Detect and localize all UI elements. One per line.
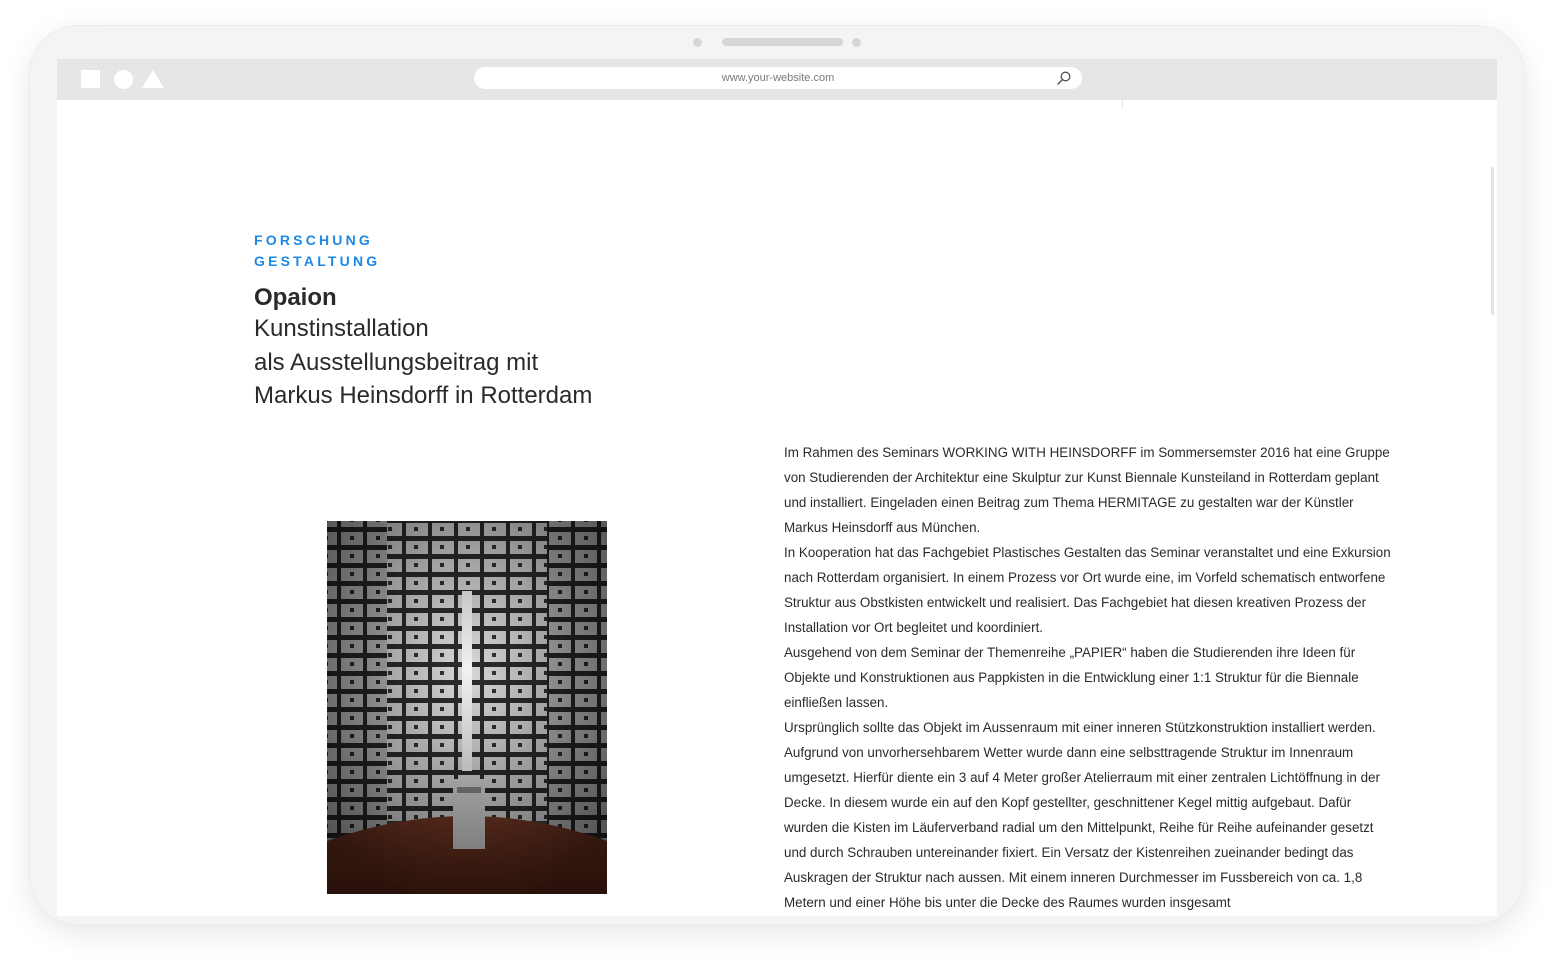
search-icon[interactable] [1056,70,1072,86]
circle-icon[interactable] [114,70,133,89]
address-bar[interactable] [474,67,1082,89]
paragraph: Ursprünglich sollte das Objekt im Aussenraum mit einer inneren Stützkonstruktion installiert werden. Aufgrund von unvorhersehbarem Wetter wurde dann eine selbsttragende Struktur im Innenraum umgesetzt. Hierfür diente ein 3 auf 4 Meter großer Atelierraum mit einer zentralen Lichtöffnung in der Decke. In diesem wurde ein auf den Kopf gestellter, geschnittener Kegel mittig aufgebaut. Dafür wurden die Kisten im Läuferverband radial um den Mittelpunkt, Reihe für Reihe aufeinander gesetzt und durch Schrauben untereinander fixiert. Ein Versatz der Kistenreihen zueinander bedingt das Auskragen der Struktur nach aussen. Mit einem inneren Durchmesser im Fussbereich von ca. 1,8 Metern und einer Höhe bis unter die Decke des Raumes wurden insgesamt [784,720,1380,910]
sensor-dot [852,38,861,47]
speaker-slot [722,38,843,46]
square-icon[interactable] [81,70,100,88]
subtitle-line: Kunstinstallation [254,315,429,342]
subtitle-line: Markus Heinsdorff in Rotterdam [254,382,593,409]
category-list [254,230,380,272]
device-frame [30,26,1524,924]
divider-tick [1122,100,1123,108]
paragraph: Im Rahmen des Seminars WORKING WITH HEINSDORFF im Sommersemster 2016 hat eine Gruppe von Studierenden der Architektur eine Skulptur zur Kunst Biennale Kunsteiland in Rotterdam geplant und installiert. Eingeladen einen Beitrag zum Thema HERMITAGE zu gestalten war der Künstler Markus Heinsdorff aus München. [784,445,1390,535]
paragraph: Ausgehend von dem Seminar der Themenreihe „PAPIER“ haben die Studierenden ihre Ideen für Objekte und Konstruktionen aus Pappkisten in die Entwicklung einer 1:1 Struktur für die Biennale einfließen lassen. [784,645,1359,710]
camera-dot [693,38,702,47]
page-viewport [57,100,1497,916]
page-title: Opaion [254,284,337,311]
browser-toolbar [57,59,1497,100]
page-heading [254,284,592,413]
paragraph: In Kooperation hat das Fachgebiet Plastisches Gestalten das Seminar veranstaltet und eine Exkursion nach Rotterdam organisiert. In einem Prozess vor Ort wurde eine, im Vorfeld schematisch entworfene Struktur aus Obstkisten entwickelt und realisiert. Das Fachgebiet hat diesen kreativen Prozess der Installation vor Ort begleitet und koordiniert. [784,545,1391,635]
installation-photo [327,521,607,894]
url-text: www.your-website.com [721,72,835,84]
category-gestaltung[interactable]: GESTALTUNG [254,253,381,269]
category-forschung[interactable]: FORSCHUNG [254,232,374,248]
subtitle-line: als Ausstellungsbeitrag mit [254,348,539,376]
installation-photo-image [327,521,607,894]
scrollbar-thumb[interactable] [1491,167,1494,315]
triangle-icon[interactable] [142,70,164,88]
article-body [784,440,1394,915]
